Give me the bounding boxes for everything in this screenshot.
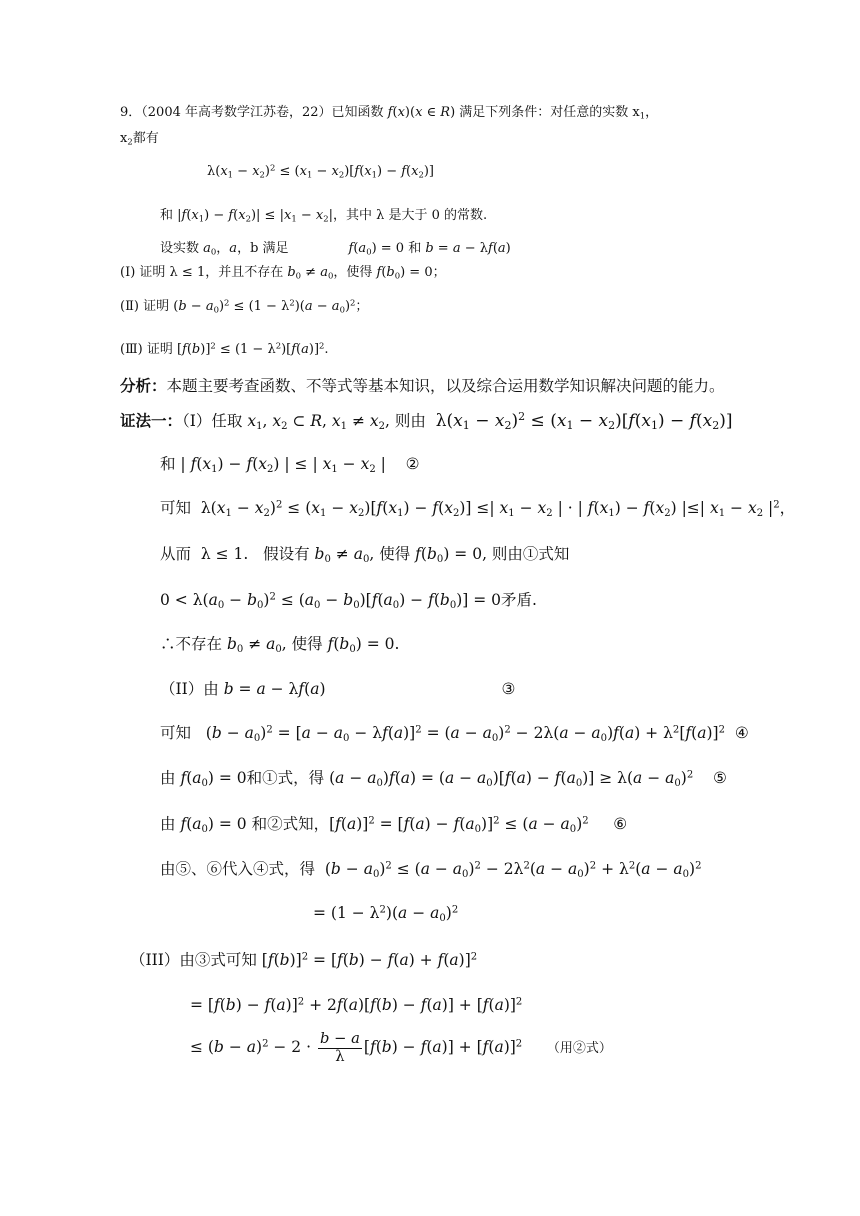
proof-part-1-contradiction: $0 < \lambda(a_0 - b_0)^2 \le (a_0 - b_0)[f(a_0) - f(b_0)] = 0$矛盾. bbox=[160, 591, 537, 611]
fraction: $\frac{b - a}{\lambda}$ bbox=[319, 1030, 360, 1065]
proof-part-1-and: 和 | $f(x_1) - f(x_2)$ | ≤ | $x_1 - x_2$ | ② bbox=[160, 455, 420, 475]
condition-1: $\lambda(x_1 - x_2)^2 \le (x_1 - x_2)[f(x_1) - f(x_2)]$ bbox=[207, 162, 434, 180]
proof-part-2-substitute: 由⑤、⑥代入④式，得 $(b - a_0)^2 \le (a - a_0)^2 - 2\lambda^2(a - a_0)^2 + \lambda^2(a - a_0)^2$ bbox=[160, 860, 702, 880]
part-1: (Ⅰ) 证明 λ ≤ 1，并且不存在 $b_0 \ne a_0$，使得 $f(b_0) = 0$； bbox=[120, 265, 446, 281]
setup: 设实数 $a_0$，a，b 满足 $f(a_0) = 0$ 和 b = a − λf(a) bbox=[160, 241, 511, 257]
proof-part-1-know: 可知 $\lambda(x_1 - x_2)^2 \le (x_1 - x_2)[f(x_1) - f(x_2)]$ ≤| $x_1 - x_2$ | · | $f(x_1) - f(x_2)$ |≤| $x_1 - x_2$ $|^2$， bbox=[160, 499, 796, 519]
analysis bbox=[120, 378, 725, 395]
proof-part-3-head: （III）由③式可知 $[f(b)]^2 = [f(b) - f(a) + f(a)]^2$ bbox=[130, 951, 478, 969]
analysis-label: 分析： bbox=[120, 376, 167, 395]
part-3: (Ⅲ) 证明 $[f(b)]^2 \le (1 - \lambda^2)[f(a)]^2$. bbox=[120, 340, 329, 357]
proof-label: 证法一： bbox=[120, 411, 183, 430]
proof-part-2-know: 可知 $(b - a_0)^2 = [a - a_0 - \lambda f(a)]^2 = (a - a_0)^2 - 2\lambda(a - a_0)f(a) + \lambda^2[f(a)]^2$ ④ bbox=[160, 724, 749, 744]
condition-2: 和 $|f(x_1) - f(x_2)| \le |x_1 - x_2|$，其中 λ 是大于 0 的常数. bbox=[160, 208, 488, 224]
proof-part-2-head: （II）由 b = a − λf(a) ③ bbox=[160, 680, 516, 698]
part-2: (Ⅱ) 证明 $(b - a_0)^2 \le (1 - \lambda^2)(a - a_0)^2$； bbox=[120, 297, 369, 315]
proof-part-2-result: = $(1 - \lambda^2)(a - a_0)^2$ bbox=[313, 904, 459, 924]
problem-intro-cont: $x_2$都有 bbox=[120, 131, 159, 147]
problem-intro: 9．（2004 年高考数学江苏卷，22）已知函数 f(x)(x ∈ R) 满足下列条件：对任意的实数 $x_1$， bbox=[120, 105, 659, 121]
proof-part-3-line-2: = $[f(b) - f(a)]^2 + 2f(a)[f(b) - f(a)] + [f(a)]^2$ bbox=[190, 996, 523, 1014]
proof-part-1-conclusion: ∴不存在 $b_0 \ne a_0$, 使得 $f(b_0) = 0$. bbox=[160, 635, 400, 655]
analysis-text: 本题主要考查函数、不等式等基本知识，以及综合运用数学知识解决问题的能力。 bbox=[166, 377, 725, 395]
proof-part-3-line-3: ≤ $(b - a)^2 - 2$ · $\frac{b - a}{\lambda}$ $[f(b) - f(a)] + [f(a)]^2$ （用②式） bbox=[190, 1030, 612, 1065]
proof-part-3-note: （用②式） bbox=[546, 1041, 612, 1057]
proof-part-2-eq6: 由 $f(a_0) = 0$ 和②式知，$[f(a)]^2 = [f(a) - f(a_0)]^2 \le (a - a_0)^2$ ⑥ bbox=[160, 815, 628, 835]
proof-part-1-then: 从而 λ ≤ 1. 假设有 $b_0 \ne a_0$, 使得 $f(b_0) = 0$, 则由①式知 bbox=[160, 545, 570, 565]
proof-part-1-head: 证法一：（I）任取 $x_1$, $x_2$ ⊂ R, $x_1 \ne x_2$, 则由 $\lambda(x_1 - x_2)^2 \le (x_1 - x_2)[f(x_1) - f(x_2)]$ bbox=[120, 409, 733, 433]
proof-part-2-eq5: 由 $f(a_0) = 0$和①式，得 $(a - a_0)f(a) = (a - a_0)[f(a) - f(a_0)] \ge \lambda(a - a_0)^2$ ⑤ bbox=[160, 769, 727, 789]
